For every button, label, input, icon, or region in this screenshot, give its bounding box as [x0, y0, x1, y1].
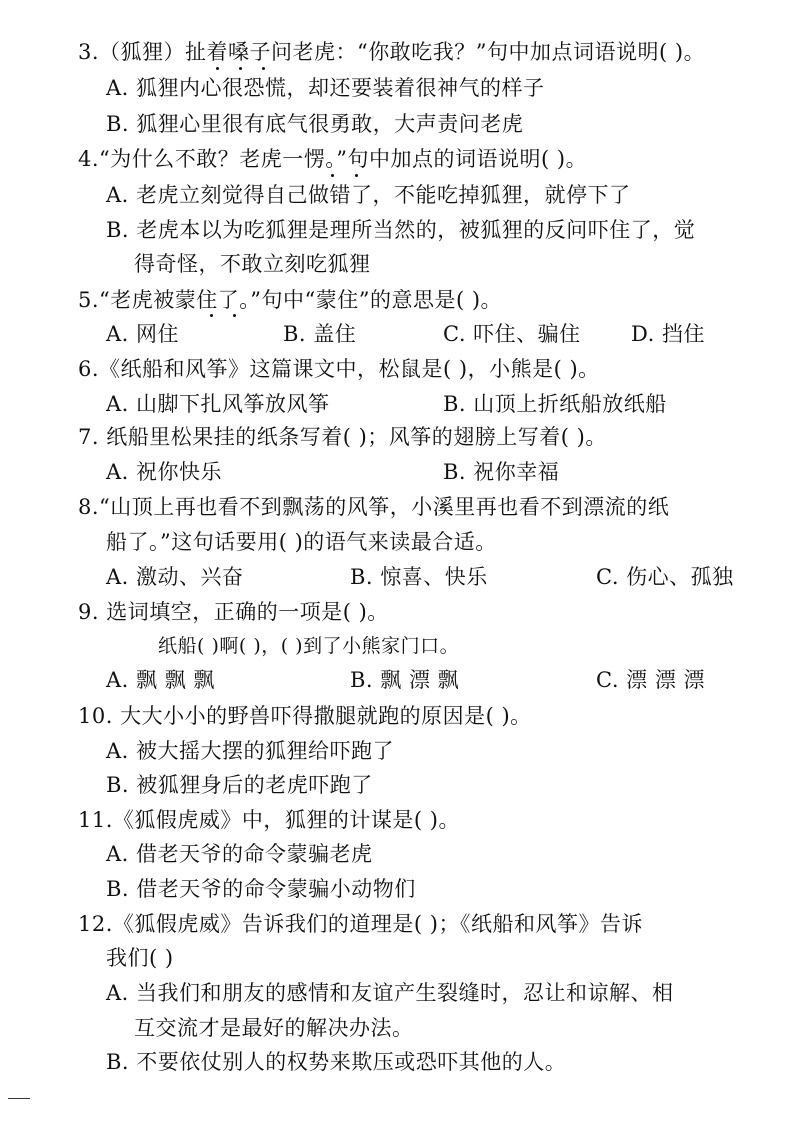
question-12-stem-line2: 我们( ) — [106, 946, 174, 970]
question-9-option-a: A. 飘 飘 飘 — [106, 668, 215, 692]
emphasis-dot — [331, 174, 334, 177]
question-6-stem: 6.《纸船和风筝》这篇课文中，松鼠是( )，小熊是( )。 — [78, 357, 600, 381]
question-4-option-b-line1: B. 老虎本以为吃狐狸是理所当然的，被狐狸的反问吓住了，觉 — [106, 218, 696, 242]
margin-mark — [8, 1098, 30, 1099]
question-5-option-d: D. 挡住 — [631, 322, 705, 346]
emphasis-dot — [216, 67, 219, 70]
question-7-stem: 7. 纸船里松果挂的纸条写着( )；风筝的翅膀上写着( )。 — [78, 425, 607, 449]
question-8-option-a: A. 激动、兴奋 — [106, 565, 244, 589]
question-12-stem-line1: 12.《狐假虎威》告诉我们的道理是( )；《纸船和风筝》告诉 — [78, 912, 643, 936]
question-4-option-b-line2: 得奇怪，不敢立刻吃狐狸 — [134, 252, 371, 276]
question-9-stem: 9. 选词填空，正确的一项是( )。 — [78, 600, 389, 624]
question-5-stem: 5.“老虎被蒙住了。”句中“蒙住”的意思是( )。 — [78, 288, 503, 312]
question-11-stem: 11.《狐假虎威》中，狐狸的计谋是( )。 — [78, 808, 460, 832]
question-8-option-c: C. 伤心、孤独 — [596, 565, 734, 589]
question-3-option-b: B. 狐狸心里很有底气很勇敢，大声责问老虎 — [106, 112, 524, 136]
question-5-option-b: B. 盖住 — [283, 322, 357, 346]
question-6-option-a: A. 山脚下扎风筝放风筝 — [106, 392, 330, 416]
emphasis-dot — [210, 314, 213, 317]
emphasis-dot — [355, 174, 358, 177]
question-4-stem: 4.“为什么不敢？老虎一愣。”句中加点的词语说明( )。 — [78, 147, 588, 171]
emphasis-dot — [239, 67, 242, 70]
question-7-option-a: A. 祝你快乐 — [106, 460, 223, 484]
question-10-option-a: A. 被大摇大摆的狐狸给吓跑了 — [106, 739, 395, 763]
question-5-option-a: A. 网住 — [106, 322, 180, 346]
question-10-stem: 10. 大大小小的野兽吓得撒腿就跑的原因是( )。 — [78, 704, 532, 728]
question-11-option-b: B. 借老天爷的命令蒙骗小动物们 — [106, 877, 416, 901]
question-12-option-a-line1: A. 当我们和朋友的感情和友谊产生裂缝时，忍让和谅解、相 — [106, 981, 674, 1005]
question-3-option-a: A. 狐狸内心很恐慌，却还要装着很神气的样子 — [106, 76, 545, 100]
question-9-option-c: C. 漂 漂 漂 — [596, 668, 706, 692]
question-4-option-a: A. 老虎立刻觉得自己做错了，不能吃掉狐狸，就停下了 — [106, 183, 631, 207]
question-6-option-b: B. 山顶上折纸船放纸船 — [443, 392, 667, 416]
question-5-option-c: C. 吓住、骗住 — [443, 322, 581, 346]
emphasis-dot — [233, 314, 236, 317]
question-8-stem-line2: 船了。”这句话要用( )的语气来读最合适。 — [106, 530, 497, 554]
question-8-option-b: B. 惊喜、快乐 — [350, 565, 488, 589]
question-12-option-b: B. 不要依仗别人的权势来欺压或恐吓其他的人。 — [106, 1050, 567, 1074]
question-10-option-b: B. 被狐狸身后的老虎吓跑了 — [106, 773, 373, 797]
question-12-option-a-line2: 互交流才是最好的解决办法。 — [134, 1016, 414, 1040]
question-7-option-b: B. 祝你幸福 — [443, 460, 560, 484]
question-11-option-a: A. 借老天爷的命令蒙骗老虎 — [106, 842, 373, 866]
question-8-stem-line1: 8.“山顶上再也看不到飘荡的风筝，小溪里再也看不到漂流的纸 — [78, 495, 670, 519]
question-9-sentence: 纸船( )啊( )，( )到了小熊家门口。 — [158, 635, 460, 657]
emphasis-dot — [262, 67, 265, 70]
question-3-stem: 3.（狐狸）扯着嗓子问老虎：“你敢吃我？”句中加点词语说明( )。 — [78, 40, 706, 64]
question-9-option-b: B. 飘 漂 飘 — [350, 668, 460, 692]
